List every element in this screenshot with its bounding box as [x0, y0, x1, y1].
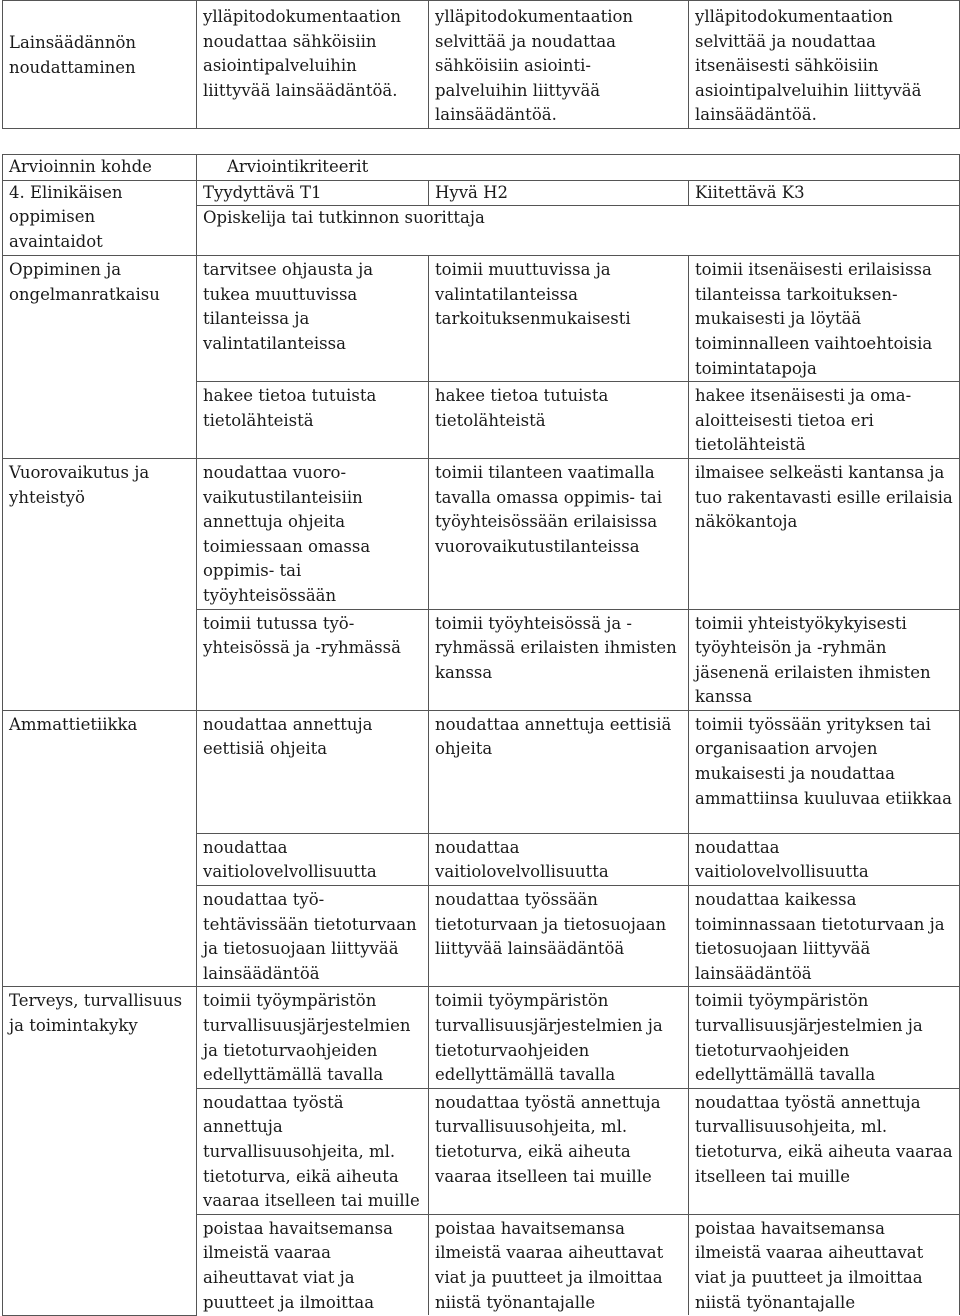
legislation-row [3, 1, 960, 129]
row-k3: toimii itsenäisesti erilaisissa tilanteissa tarkoituksen-mukaisesti ja löytää toiminnalleen vaihtoehtoisia toimintatapoja [689, 256, 960, 382]
level-k3: Kiitettävä K3 [689, 180, 960, 206]
subject-label: Opiskelija tai tutkinnon suorittaja [197, 206, 960, 256]
row-k3: toimii työssään yrityksen tai organisaation arvojen mukaisesti ja noudattaa ammattiinsa kuuluvaa etiikkaa [689, 710, 960, 833]
row-t1: hakee tietoa tutuista tietolähteistä [197, 382, 429, 459]
row-k3: toimii työympäristön turvallisuusjärjestelmien ja tietoturvaohjeiden edellyttämällä tavalla [689, 987, 960, 1088]
legislation-target: Lainsäädännön noudattaminen [3, 1, 197, 129]
row-k3: noudattaa vaitiolovelvollisuutta [689, 833, 960, 885]
row-h2: noudattaa työssään tietoturvaan ja tietosuojaan liittyvää lainsäädäntöä [429, 886, 689, 987]
row-h2: toimii tilanteen vaatimalla tavalla omassa oppimis- tai työyhteisössään erilaisissa vuorovaikutustilanteissa [429, 458, 689, 609]
row-t1: noudattaa annettuja eettisiä ohjeita [197, 710, 429, 833]
row-t1: toimii tutussa työ-yhteisössä ja -ryhmässä [197, 609, 429, 710]
table-row [3, 458, 960, 609]
legislation-h2: ylläpitodokumentaation selvittää ja noudattaa sähköisiin asiointi-palveluihin liittyvää lainsäädäntöä. [429, 1, 689, 129]
row-t1: noudattaa vuoro-vaikutustilanteisiin annettuja ohjeita toimiessaan omassa oppimis- tai työyhteisössään [197, 458, 429, 609]
row-h2: noudattaa vaitiolovelvollisuutta [429, 833, 689, 885]
row-t1: noudattaa työstä annettuja turvallisuusohjeita, ml. tietoturva, eikä aiheuta vaaraa itselleen tai muille [197, 1088, 429, 1214]
row-h2: noudattaa työstä annettuja turvallisuusohjeita, ml. tietoturva, eikä aiheuta vaaraa itselleen tai muille [429, 1088, 689, 1214]
legislation-t1: ylläpitodokumentaation noudattaa sähköisiin asiointipalveluihin liittyvää lainsäädäntöä. [197, 1, 429, 129]
header-row [3, 155, 960, 181]
level-t1: Tyydyttävä T1 [197, 180, 429, 206]
row-k3: poistaa havaitsemansa ilmeistä vaaraa aiheuttavat viat ja puutteet ja ilmoittaa niistä työnantajalle [689, 1214, 960, 1315]
row-target: Terveys, turvallisuus ja toimintakyky [3, 987, 197, 1315]
row-h2: toimii työympäristön turvallisuusjärjestelmien ja tietoturvaohjeiden edellyttämällä tavalla [429, 987, 689, 1088]
criteria-table [2, 154, 960, 1316]
row-t1: noudattaa työ-tehtävissään tietoturvaan ja tietosuojaan liittyvää lainsäädäntöä [197, 886, 429, 987]
legislation-k3: ylläpitodokumentaation selvittää ja noudattaa itsenäisesti sähköisiin asiointipalveluihin liittyvää lainsäädäntöä. [689, 1, 960, 129]
row-target: Vuorovaikutus ja yhteistyö [3, 458, 197, 710]
row-h2: toimii työyhteisössä ja -ryhmässä erilaisten ihmisten kanssa [429, 609, 689, 710]
table-row [3, 256, 960, 382]
table-row [3, 710, 960, 833]
level-row [3, 180, 960, 206]
row-t1: noudattaa vaitiolovelvollisuutta [197, 833, 429, 885]
criteria-header: Arviointikriteerit [197, 155, 960, 181]
row-h2: hakee tietoa tutuista tietolähteistä [429, 382, 689, 459]
row-target: Ammattietiikka [3, 710, 197, 987]
table-row [3, 987, 960, 1088]
row-t1: toimii työympäristön turvallisuusjärjestelmien ja tietoturvaohjeiden edellyttämällä tavalla [197, 987, 429, 1088]
row-k3: toimii yhteistyökykyisesti työyhteisön ja -ryhmän jäsenenä erilaisten ihmisten kanssa [689, 609, 960, 710]
row-target: Oppiminen ja ongelmanratkaisu [3, 256, 197, 459]
row-t1: tarvitsee ohjausta ja tukea muuttuvissa tilanteissa ja valintatilanteissa [197, 256, 429, 382]
section-title: 4. Elinikäisen oppimisen avaintaidot [3, 180, 197, 256]
row-h2: toimii muuttuvissa ja valintatilanteissa tarkoituksenmukaisesti [429, 256, 689, 382]
row-k3: hakee itsenäisesti ja oma-aloitteisesti tietoa eri tietolähteistä [689, 382, 960, 459]
row-k3: noudattaa kaikessa toiminnassaan tietoturvaan ja tietosuojaan liittyvää lainsäädäntöä [689, 886, 960, 987]
target-header: Arvioinnin kohde [3, 155, 197, 181]
row-k3: ilmaisee selkeästi kantansa ja tuo rakentavasti esille erilaisia näkökantoja [689, 458, 960, 609]
row-h2: noudattaa annettuja eettisiä ohjeita [429, 710, 689, 833]
row-h2: poistaa havaitsemansa ilmeistä vaaraa aiheuttavat viat ja puutteet ja ilmoittaa niistä työnantajalle [429, 1214, 689, 1315]
row-k3: noudattaa työstä annettuja turvallisuusohjeita, ml. tietoturva, eikä aiheuta vaaraa itselleen tai muille [689, 1088, 960, 1214]
legislation-table [2, 0, 960, 129]
level-h2: Hyvä H2 [429, 180, 689, 206]
row-t1: poistaa havaitsemansa ilmeistä vaaraa aiheuttavat viat ja puutteet ja ilmoittaa [197, 1214, 429, 1315]
